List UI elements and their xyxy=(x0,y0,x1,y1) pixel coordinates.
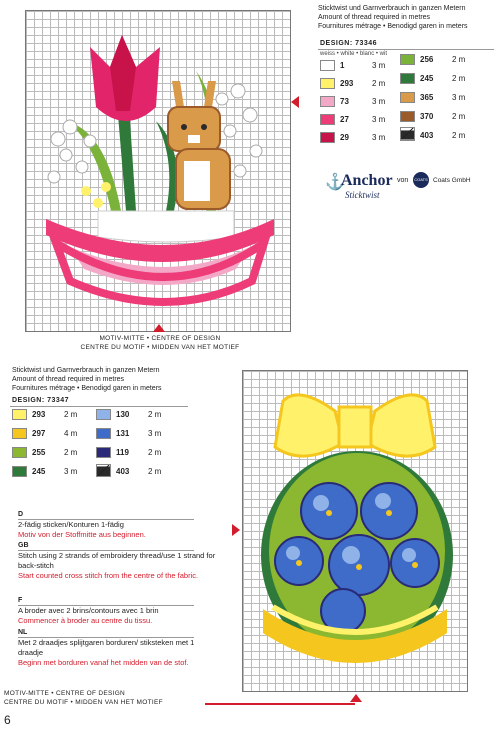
bottom-cross-stitch-chart xyxy=(242,370,468,692)
bottom-chart-caption xyxy=(4,689,204,707)
thread-length: 3 m xyxy=(372,61,386,70)
center-arrow-right-icon xyxy=(291,96,299,108)
thread-number: 29 xyxy=(340,133,349,142)
divider xyxy=(10,406,188,407)
thread-length: 2 m xyxy=(452,55,466,64)
coats-name: Coats GmbH xyxy=(433,177,471,184)
thread-number: 293 xyxy=(32,410,46,419)
thread-length: 3 m xyxy=(148,429,162,438)
caption-line: MOTIV-MITTE • CENTRE OF DESIGN xyxy=(4,690,126,697)
thread-length: 2 m xyxy=(372,79,386,88)
thread-number: 403 xyxy=(116,467,130,476)
thread-number: 255 xyxy=(32,448,46,457)
thread-length: 2 m xyxy=(452,112,466,121)
backstitch-icon xyxy=(96,464,111,477)
color-swatch xyxy=(12,409,27,420)
bottom-design-label: DESIGN: 73347 xyxy=(12,397,70,404)
color-swatch xyxy=(12,428,27,439)
center-arrow-up-icon xyxy=(153,324,165,332)
header-line: Amount of thread required in metres xyxy=(12,376,125,383)
backstitch-icon xyxy=(400,127,415,140)
instruction-start-text: Commencer à broder au centre du tissu. xyxy=(18,616,153,625)
thread-row xyxy=(400,130,500,142)
instruction-text: 2-fädig sticken/Konturen 1-fädig xyxy=(18,520,124,529)
thread-number: 119 xyxy=(116,448,129,457)
instruction-block xyxy=(18,510,218,540)
coats-logo-icon: COATS xyxy=(413,172,429,188)
white-label: weiss • white • blanc • wit xyxy=(320,51,387,57)
thread-length: 4 m xyxy=(64,429,78,438)
thread-number: 1 xyxy=(340,61,345,70)
thread-length: 3 m xyxy=(372,97,386,106)
header-line: Sticktwist und Garnverbrauch in ganzen Metern xyxy=(318,5,466,12)
center-arrow-left-icon xyxy=(232,524,240,536)
thread-length: 2 m xyxy=(148,448,162,457)
thread-number: 256 xyxy=(420,55,434,64)
color-swatch xyxy=(96,447,111,458)
caption-line: MOTIV-MITTE • CENTRE OF DESIGN xyxy=(99,335,221,342)
thread-length: 3 m xyxy=(372,133,386,142)
thread-number: 370 xyxy=(420,112,434,121)
header-line: Sticktwist und Garnverbrauch in ganzen Metern xyxy=(12,367,160,374)
header-line: Amount of thread required in metres xyxy=(318,14,431,21)
caption-line: CENTRE DU MOTIF • MIDDEN VAN HET MOTIEF xyxy=(4,699,163,706)
thread-row xyxy=(96,466,196,478)
language-label: F xyxy=(18,597,23,604)
language-label: GB xyxy=(18,542,29,549)
color-swatch xyxy=(320,96,335,107)
thread-number: 245 xyxy=(420,74,434,83)
thread-row xyxy=(96,447,196,459)
thread-number: 245 xyxy=(32,467,46,476)
color-swatch xyxy=(320,132,335,143)
thread-length: 2 m xyxy=(64,410,78,419)
thread-number: 365 xyxy=(420,93,434,102)
thread-length: 2 m xyxy=(64,448,78,457)
thread-number: 403 xyxy=(420,131,434,140)
color-swatch xyxy=(12,466,27,477)
top-cross-stitch-chart xyxy=(25,10,291,332)
top-chart-caption xyxy=(60,334,260,352)
instruction-start-text: Motiv von der Stoffmitte aus beginnen. xyxy=(18,530,146,539)
center-arrow-up-icon xyxy=(350,694,362,702)
violet-egg-motif xyxy=(243,371,467,691)
divider xyxy=(318,49,494,50)
tulip-bunny-motif xyxy=(26,11,290,331)
thread-number: 27 xyxy=(340,115,349,124)
thread-number: 131 xyxy=(116,429,130,438)
center-pointer-line xyxy=(205,703,355,705)
header-line: Fournitures métrage • Benodigd garen in meters xyxy=(318,23,468,30)
instruction-block xyxy=(18,541,218,581)
thread-length: 3 m xyxy=(64,467,78,476)
color-swatch xyxy=(400,111,415,122)
color-swatch xyxy=(320,60,335,71)
thread-number: 73 xyxy=(340,97,349,106)
anchor-brand: Anchor xyxy=(341,172,393,189)
color-swatch xyxy=(12,447,27,458)
thread-row xyxy=(400,111,500,123)
caption-line: CENTRE DU MOTIF • MIDDEN VAN HET MOTIEF xyxy=(80,344,240,351)
instruction-block xyxy=(18,628,218,668)
instruction-start-text: Start counted cross stitch from the centre of the fabric. xyxy=(18,571,199,580)
color-swatch xyxy=(96,409,111,420)
anchor-logo xyxy=(325,172,495,202)
thread-number: 293 xyxy=(340,79,354,88)
thread-length: 3 m xyxy=(452,93,466,102)
anchor-icon: ⚓ xyxy=(325,174,345,191)
language-label: D xyxy=(18,511,24,518)
color-swatch xyxy=(400,92,415,103)
bottom-legend-header xyxy=(12,366,212,393)
thread-row xyxy=(400,73,500,85)
thread-row xyxy=(400,92,500,104)
thread-number: 130 xyxy=(116,410,130,419)
color-swatch xyxy=(320,78,335,89)
instruction-text: A broder avec 2 brins/contours avec 1 brin xyxy=(18,606,159,615)
thread-length: 3 m xyxy=(372,115,386,124)
thread-row xyxy=(400,54,500,66)
thread-row xyxy=(96,428,196,440)
thread-number: 297 xyxy=(32,429,46,438)
color-swatch xyxy=(400,54,415,65)
thread-length: 2 m xyxy=(452,131,466,140)
header-line: Fournitures métrage • Benodigd garen in meters xyxy=(12,385,162,392)
thread-length: 2 m xyxy=(148,467,162,476)
color-swatch xyxy=(320,114,335,125)
page-number: 6 xyxy=(4,713,11,727)
thread-length: 2 m xyxy=(148,410,162,419)
top-legend-header xyxy=(318,4,498,31)
color-swatch xyxy=(96,428,111,439)
instruction-text: Met 2 draadjes splijtgaren borduren/ stiksteken met 1 draadje xyxy=(18,638,195,657)
top-design-label: DESIGN: 73346 xyxy=(320,40,378,47)
instruction-start-text: Beginn met borduren vanaf het midden van de stof. xyxy=(18,658,189,667)
language-label: NL xyxy=(18,629,28,636)
color-swatch xyxy=(400,73,415,84)
instruction-block xyxy=(18,596,218,626)
anchor-von: von xyxy=(397,177,409,184)
instruction-text: Stitch using 2 strands of embroidery thread/use 1 strand for back-stitch xyxy=(18,551,216,570)
anchor-subtitle: Sticktwist xyxy=(345,190,380,200)
thread-row xyxy=(96,409,196,421)
thread-length: 2 m xyxy=(452,74,466,83)
